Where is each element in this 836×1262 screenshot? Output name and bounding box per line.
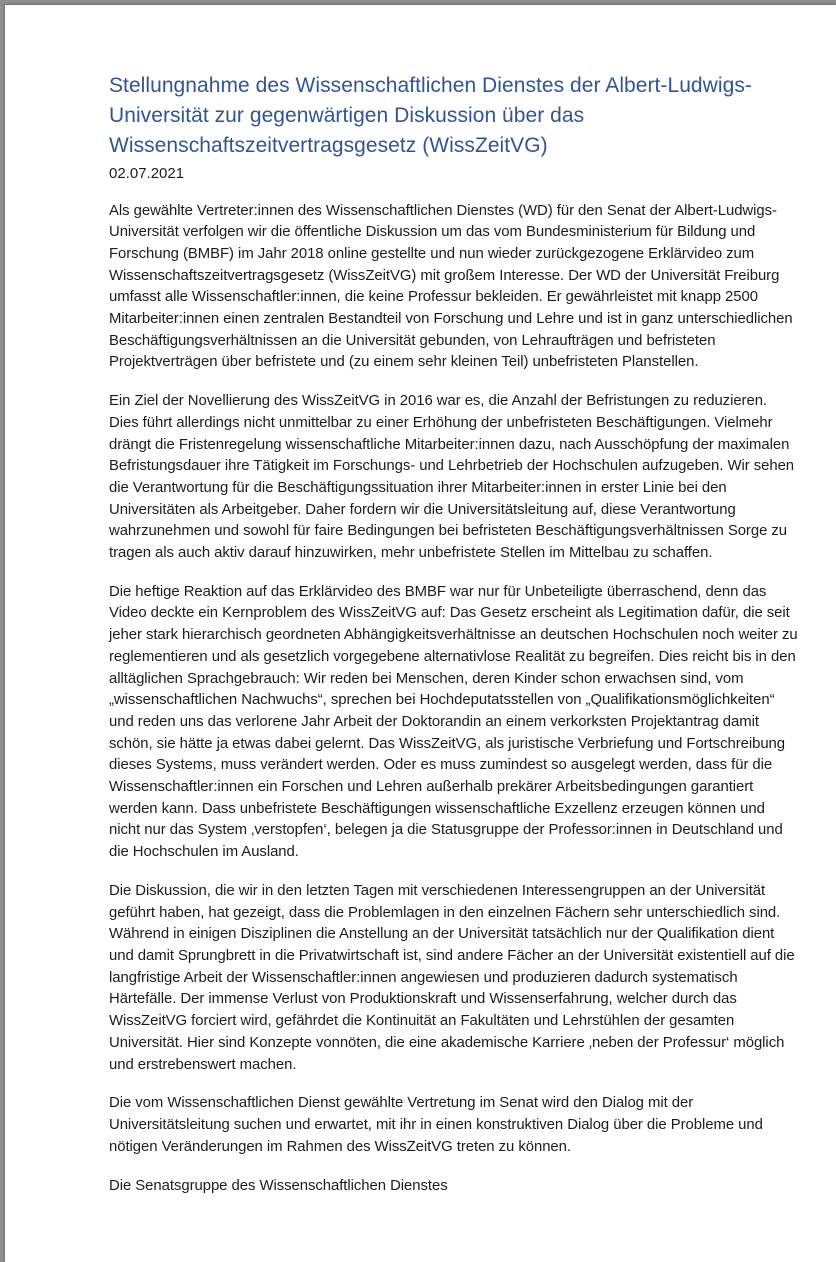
paragraph-2: Ein Ziel der Novellierung des WissZeitVG in 2016 war es, die Anzahl der Befristungen zu reduzieren. Dies führt allerdings nicht unmittelbar zu einer Erhöhung der unbefristeten Beschäftigungen. Vielmehr drängt die Fristenregelung wissenschaftliche Mitarbeiter:innen dazu, nach Ausschöpfung der maximalen Befristungsdauer ihre Tätigkeit im Forschungs- und Lehrbetrieb der Hochschulen aufzugeben. Wir sehen die Verantwortung für die Beschäftigungssituation ihrer Mitarbeiter:innen in erster Linie bei den Universitäten als Arbeitgeber. Daher fordern wir die Universitätsleitung auf, diese Verantwortung wahrzunehmen und sowohl für faire Bedingungen bei befristeten Beschäftigungsverhältnissen Sorge zu tragen als auch aktiv darauf hinzuwirken, mehr unbefristete Stellen im Mittelbau zu schaffen. <box>109 393 795 562</box>
signature: Die Senatsgruppe des Wissenschaftlichen Dienstes <box>109 1178 448 1195</box>
paragraph-4: Die Diskussion, die wir in den letzten Tagen mit verschiedenen Interessengruppen an der Universität geführt haben, hat gezeigt, dass die Problemlagen in den einzelnen Fächern sehr unterschiedlich sind. Während in einigen Disziplinen die Anstellung an der Universität tatsächlich nur der Qualifikation dient und damit Sprungbrett in die Privatwirtschaft ist, sind andere Fächer an der Universität existentiell auf die langfristige Arbeit der Wissenschaftler:innen angewiesen und produzieren dadurch systematisch Härtefälle. Der immense Verlust von Produktionskraft und Wissenserfahrung, welcher durch das WissZeitVG forciert wird, gefährdet die Kontinuität an Fakultäten und Lehrstühlen der gesamten Universität. Hier sind Konzepte vonnöten, die eine akademische Karriere ‚neben der Professur‘ möglich und erstrebenswert machen. <box>109 882 795 1073</box>
document-content <box>109 71 799 1198</box>
paragraph-3: Die heftige Reaktion auf das Erklärvideo des BMBF war nur für Unbeteiligte überraschend, denn das Video deckte ein Kernproblem des WissZeitVG auf: Das Gesetz erscheint als Legitimation dafür, die seit jeher stark hierarchisch geordneten Abhängigkeitsverhältnisse an deutschen Hochschulen noch weiter zu reglementieren und als gesetzlich vorgegebene alternativlose Realität zu begreifen. Dies reicht bis in den alltäglichen Sprachgebrauch: Wir reden bei Menschen, deren Kinder schon erwachsen sind, vom „wissenschaftlichen Nachwuchs“, sprechen bei Hochdeputatsstellen von „Qualifikationsmöglichkeiten“ und reden uns das verlorene Jahr Arbeit der Doktorandin an einem verkorksten Projektantrag damit schön, sie hätte ja etwas dabei gelernt. Das WissZeitVG, als juristische Verbriefung und Fortschreibung dieses Systems, muss verändert werden. Oder es muss zumindest so ausgelegt werden, dass für die Wissenschaftler:innen ein Forschen und Lehren außerhalb prekärer Arbeitsbedingungen garantiert werden kann. Dass unbefristete Beschäftigungen wissenschaftliche Exzellenz erzeugen können und nicht nur das System ‚verstopfen‘, belegen ja die Statusgruppe der Professor:innen in Deutschland und die Hochschulen im Ausland. <box>109 583 798 861</box>
document-page <box>5 5 836 1262</box>
paragraph-5: Die vom Wissenschaftlichen Dienst gewählte Vertretung im Senat wird den Dialog mit der Universitätsleitung suchen und erwartet, mit ihr in einen konstruktiven Dialog über die Probleme und nötigen Veränderungen im Rahmen des WissZeitVG treten zu können. <box>109 1095 763 1155</box>
document-title: Stellungnahme des Wissenschaftlichen Dienstes der Albert-Ludwigs-Universität zur gegenwärtigen Diskussion über das Wissenschaftszeitvertragsgesetz (WissZeitVG) <box>109 74 752 157</box>
document-date: 02.07.2021 <box>109 165 185 182</box>
paragraph-1: Als gewählte Vertreter:innen des Wissenschaftlichen Dienstes (WD) für den Senat der Albert-Ludwigs-Universität verfolgen wir die öffentliche Diskussion um das vom Bundesministerium für Bildung und Forschung (BMBF) im Jahr 2018 online gestellte und nun wieder zurückgezogene Erklärvideo zum Wissenschaftszeitvertragsgesetz (WissZeitVG) mit großem Interesse. Der WD der Universität Freiburg umfasst alle Wissenschaftler:innen, die keine Professur bekleiden. Er gewährleistet mit knapp 2500 Mitarbeiter:innen einen zentralen Bestandteil von Forschung und Lehre und ist in ganz unterschiedlichen Beschäftigungsverhältnissen an die Universität gebunden, von Lehraufträgen und befristeten Projektverträgen über befristete und (zu einem sehr kleinen Teil) unbefristeten Planstellen. <box>109 202 793 371</box>
